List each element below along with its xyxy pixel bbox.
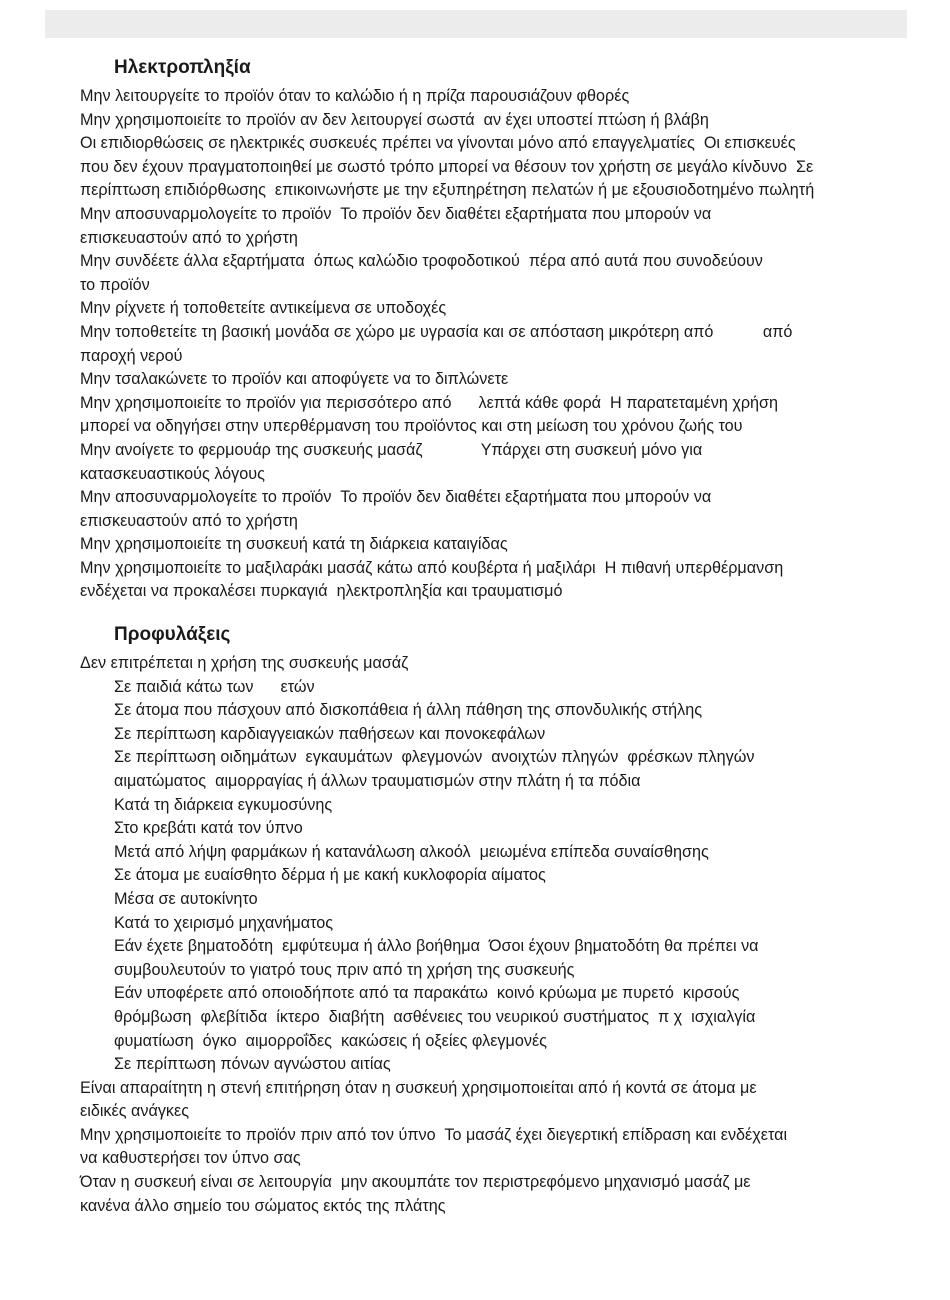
text-line: το προϊόν	[80, 275, 150, 294]
list-item: Μετά από λήψη φαρμάκων ή κατανάλωση αλκοόλ μειωμένα επίπεδα συναίσθησης	[114, 842, 709, 861]
text-line: Μην χρησιμοποιείτε τη συσκευή κατά τη διάρκεια καταιγίδας	[80, 535, 508, 554]
text-line: κατασκευαστικούς λόγους	[80, 464, 265, 483]
text-line: Μην χρησιμοποιείτε το προϊόν πριν από τον ύπνο Το μασάζ έχει διεγερτική επίδραση και ενδέχεται	[80, 1125, 788, 1144]
list-item: Σε παιδιά κάτω των ετών	[114, 677, 315, 696]
section-heading: Προφυλάξεις	[114, 624, 231, 645]
header-bar	[45, 10, 907, 38]
list-item: φυματίωση όγκο αιμορροΐδες κακώσεις ή οξείες φλεγμονές	[114, 1031, 547, 1050]
text-line: παροχή νερού	[80, 346, 183, 365]
list-item: Εάν υποφέρετε από οποιοδήποτε από τα παρακάτω κοινό κρύωμα με πυρετό κιρσούς	[114, 984, 740, 1003]
text-lines	[80, 652, 902, 1218]
text-line: ειδικές ανάγκες	[80, 1102, 190, 1121]
list-item: Κατά τη διάρκεια εγκυμοσύνης	[114, 795, 333, 814]
list-item: Σε άτομα με ευαίσθητο δέρμα ή με κακή κυκλοφορία αίματος	[114, 866, 546, 885]
text-line: περίπτωση επιδιόρθωσης επικοινωνήστε με την εξυπηρέτηση πελατών ή με εξουσιοδοτημένο πωλητή	[80, 181, 815, 200]
list-item: Σε περίπτωση καρδιαγγειακών παθήσεων και πονοκεφάλων	[114, 724, 546, 743]
list-item: Σε περίπτωση πόνων αγνώστου αιτίας	[114, 1055, 391, 1074]
section-precautions	[80, 623, 902, 1218]
list-item: Μέσα σε αυτοκίνητο	[114, 889, 258, 908]
list-item: συμβουλευτούν το γιατρό τους πριν από τη χρήση της συσκευής	[114, 960, 575, 979]
list-item: Κατά το χειρισμό μηχανήματος	[114, 913, 334, 932]
text-line: μπορεί να οδηγήσει στην υπερθέρμανση του προϊόντος και στη μείωση του χρόνου ζωής του	[80, 417, 743, 436]
list-item: Στο κρεβάτι κατά τον ύπνο	[114, 819, 303, 838]
text-line: Μην χρησιμοποιείτε το προϊόν αν δεν λειτουργεί σωστά αν έχει υποστεί πτώση ή βλάβη	[80, 110, 709, 129]
text-line: Όταν η συσκευή είναι σε λειτουργία μην ακουμπάτε τον περιστρεφόμενο μηχανισμό μασάζ με	[80, 1173, 751, 1192]
text-line: Μην ρίχνετε ή τοποθετείτε αντικείμενα σε υποδοχές	[80, 299, 447, 318]
text-line: που δεν έχουν πραγματοποιηθεί με σωστό τρόπο μπορεί να θέσουν τον χρήστη σε μεγάλο κίνδυνο Σε	[80, 157, 814, 176]
text-line: Είναι απαραίτητη η στενή επιτήρηση όταν η συσκευή χρησιμοποιείται από ή κοντά σε άτομα με	[80, 1078, 757, 1097]
text-line: να καθυστερήσει τον ύπνο σας	[80, 1149, 301, 1168]
text-line: κανένα άλλο σημείο του σώματος εκτός της πλάτης	[80, 1196, 446, 1215]
text-line: Δεν επιτρέπεται η χρήση της συσκευής μασάζ	[80, 654, 409, 672]
list-item: Σε άτομα που πάσχουν από δισκοπάθεια ή άλλη πάθηση της σπονδυλικής στήλης	[114, 701, 703, 720]
list-item: Εάν έχετε βηματοδότη εμφύτευμα ή άλλο βοήθημα Όσοι έχουν βηματοδότη θα πρέπει να	[114, 937, 759, 956]
section-heading: Ηλεκτροπληξία	[114, 57, 251, 78]
text-line: ενδέχεται να προκαλέσει πυρκαγιά ηλεκτροπληξία και τραυματισμό	[80, 582, 563, 601]
list-item: θρόμβωση φλεβίτιδα ίκτερο διαβήτη ασθένειες του νευρικού συστήματος π χ ισχιαλγία	[114, 1007, 756, 1026]
text-line: Μην τοποθετείτε τη βασική μονάδα σε χώρο με υγρασία και σε απόσταση μικρότερη από από	[80, 322, 793, 341]
text-line: Μην λειτουργείτε το προϊόν όταν το καλώδιο ή η πρίζα παρουσιάζουν φθορές	[80, 87, 630, 105]
text-line: Μην αποσυναρμολογείτε το προϊόν Το προϊόν δεν διαθέτει εξαρτήματα που μπορούν να	[80, 204, 712, 223]
text-line: επισκευαστούν από το χρήστη	[80, 228, 298, 247]
text-line: Μην τσαλακώνετε το προϊόν και αποφύγετε να το διπλώνετε	[80, 370, 509, 389]
text-line: Μην ανοίγετε το φερμουάρ της συσκευής μασάζ Υπάρχει στη συσκευή μόνο για	[80, 440, 703, 459]
text-line: Μην συνδέετε άλλα εξαρτήματα όπως καλώδιο τροφοδοτικού πέρα από αυτά που συνοδεύουν	[80, 252, 763, 271]
text-line: Μην αποσυναρμολογείτε το προϊόν Το προϊόν δεν διαθέτει εξαρτήματα που μπορούν να	[80, 488, 712, 507]
text-line: Μην χρησιμοποιείτε το προϊόν για περισσότερο από λεπτά κάθε φορά Η παρατεταμένη χρήση	[80, 393, 779, 412]
list-item: Σε περίπτωση οιδημάτων εγκαυμάτων φλεγμονών ανοιχτών πληγών φρέσκων πληγών	[114, 748, 755, 767]
text-lines	[80, 85, 902, 604]
section-electric-shock	[80, 56, 902, 604]
text-line: Μην χρησιμοποιείτε το μαξιλαράκι μασάζ κάτω από κουβέρτα ή μαξιλάρι Η πιθανή υπερθέρμανση	[80, 558, 784, 577]
list-item: αιματώματος αιμορραγίας ή άλλων τραυματισμών στην πλάτη ή τα πόδια	[114, 771, 641, 790]
text-line: επισκευαστούν από το χρήστη	[80, 511, 298, 530]
text-line: Οι επιδιορθώσεις σε ηλεκτρικές συσκευές πρέπει να γίνονται μόνο από επαγγελματίες Οι επισκευές	[80, 134, 796, 153]
